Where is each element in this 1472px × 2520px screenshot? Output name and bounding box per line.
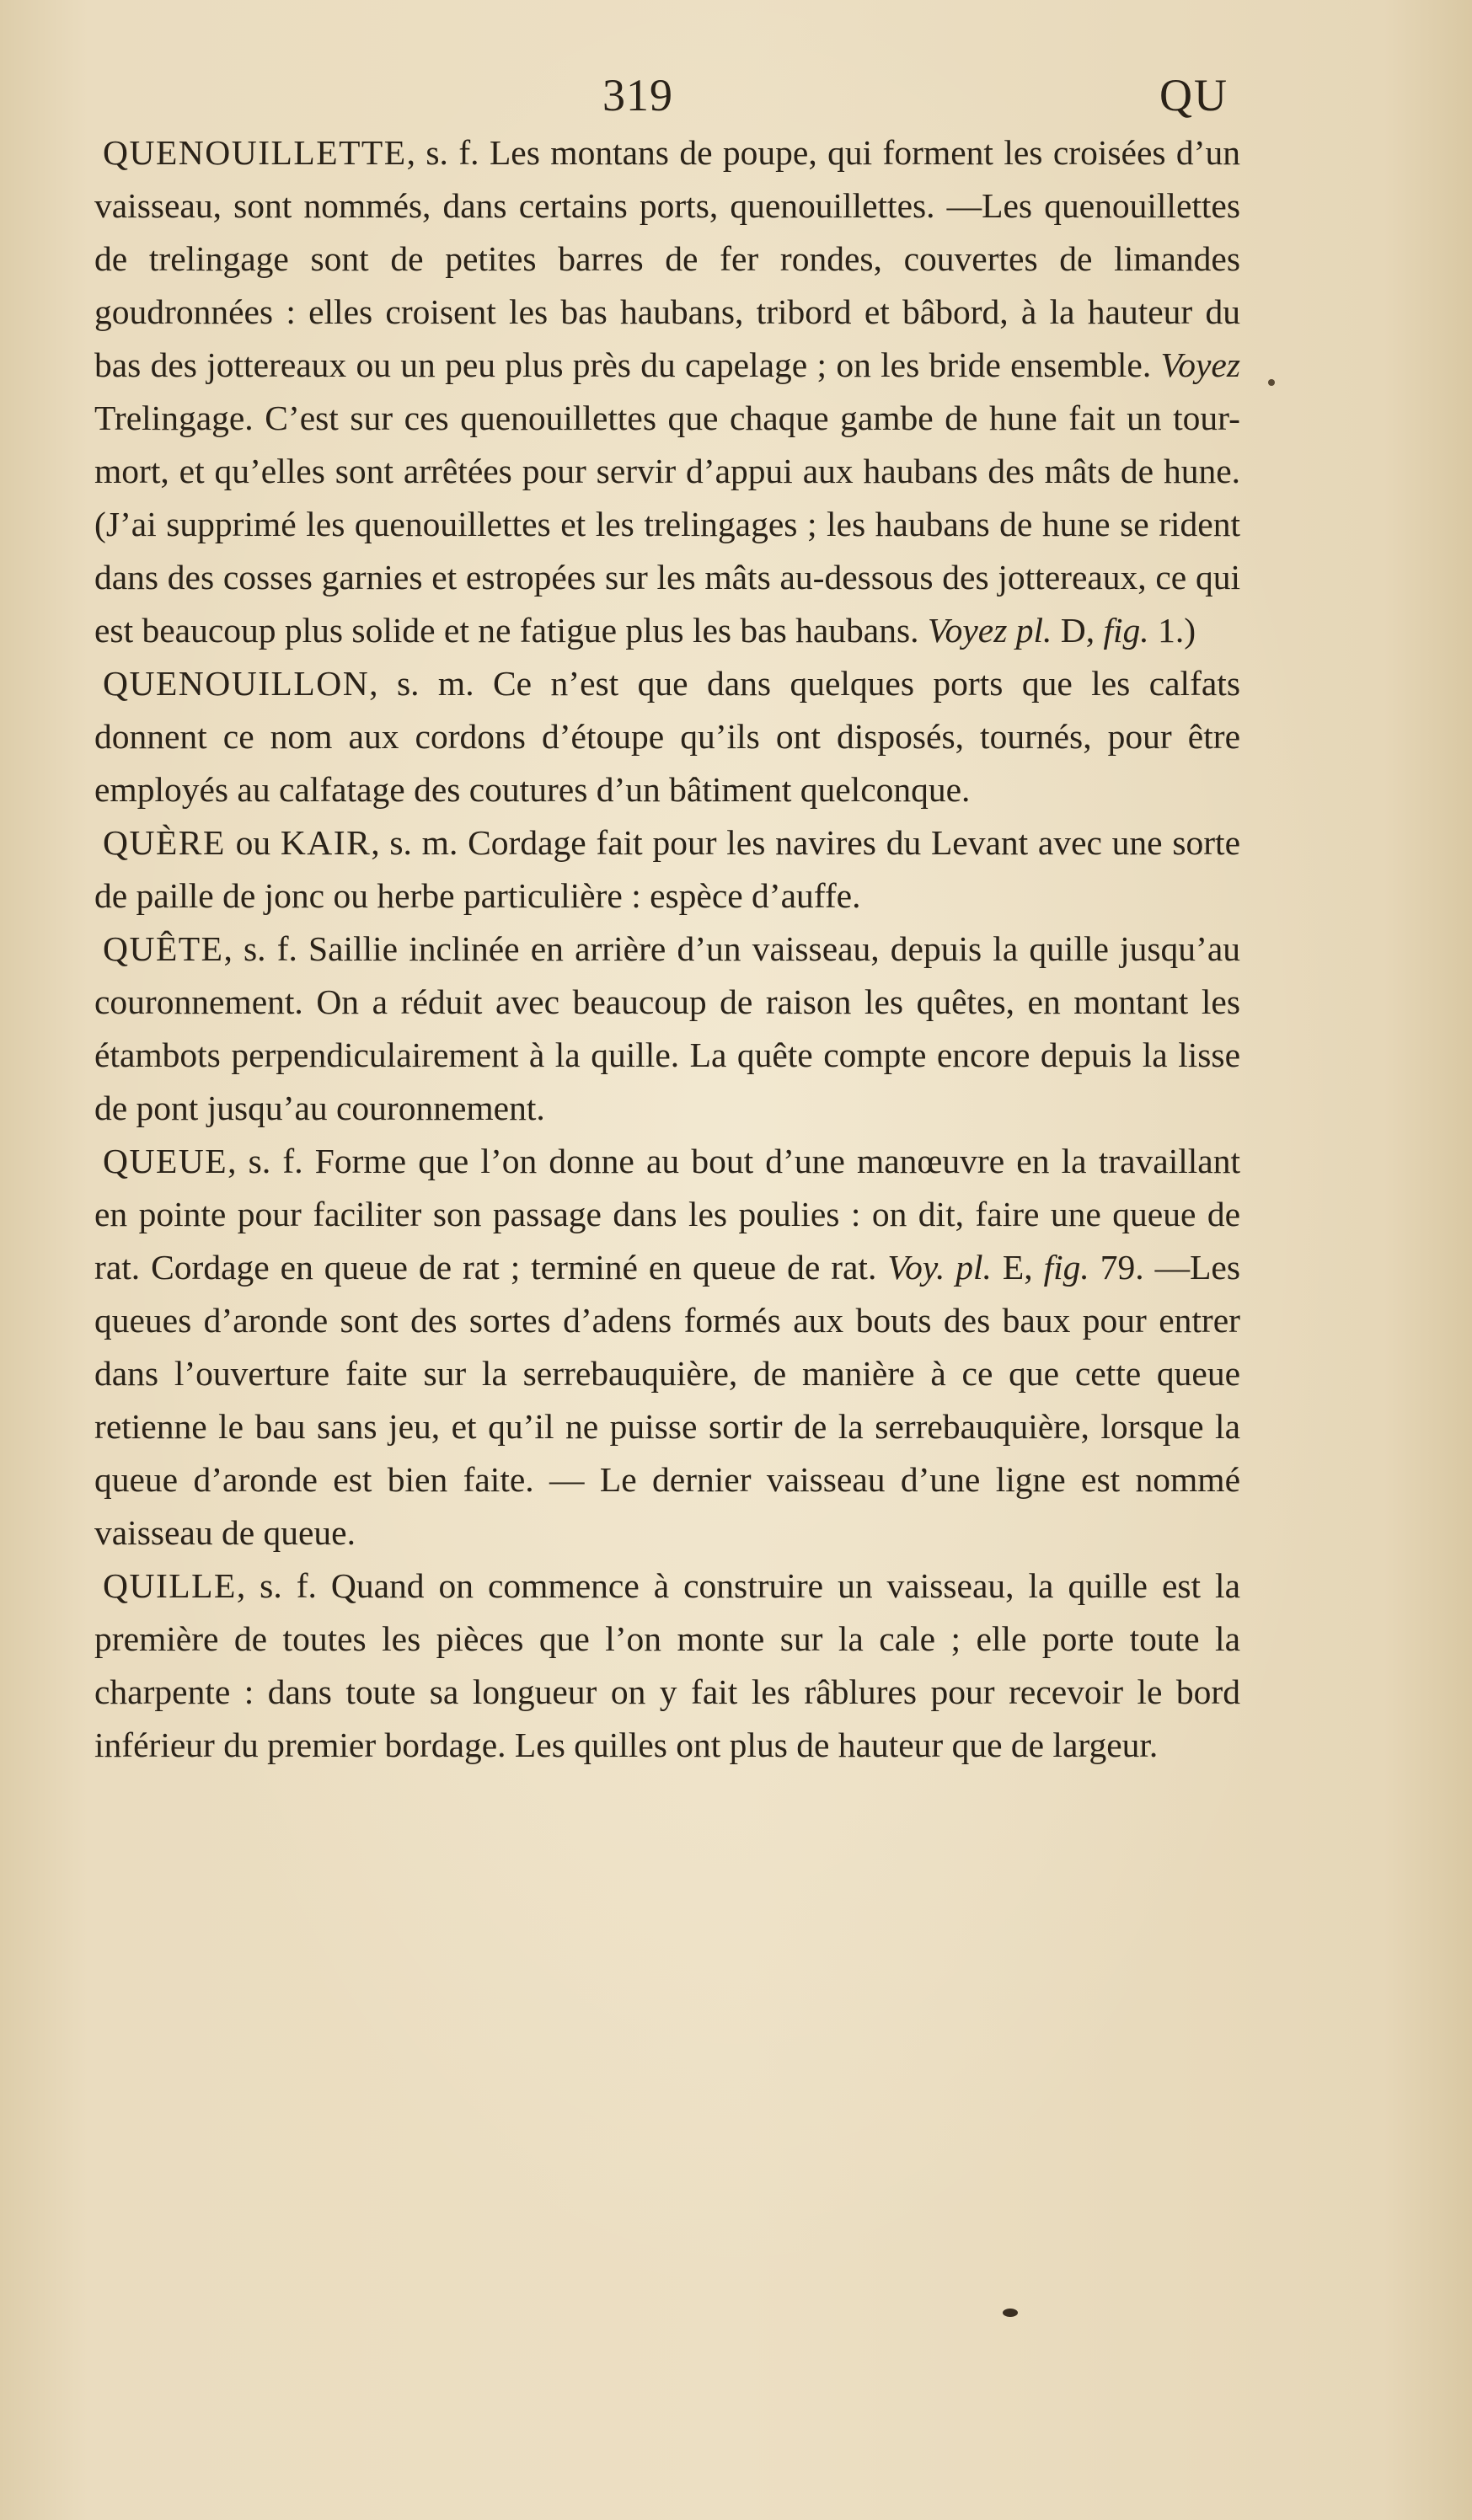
entry-reference-italic: Voyez bbox=[1160, 345, 1240, 384]
entry-text: , s. m. Cordage fait pour les navires du Levant avec une sorte de paille de jonc ou herbe particulière : espèce d’auffe. bbox=[94, 823, 1240, 915]
entry-headword: QUILLE bbox=[103, 1566, 237, 1605]
entry-variant-headword: KAIR bbox=[280, 823, 372, 862]
dictionary-entry bbox=[94, 1135, 1240, 1560]
entry-text: D, bbox=[1052, 611, 1104, 650]
entry-headword: QUEUE bbox=[103, 1142, 228, 1180]
entry-headword: QUÈRE bbox=[103, 823, 226, 862]
entry-text: E, bbox=[991, 1248, 1044, 1287]
page-number: 319 bbox=[602, 70, 673, 120]
entry-text: , s. m. Ce n’est que dans quelques ports que les calfats donnent ce nom aux cordons d’étoupe qu’ils ont disposés, tournés, pour être employés au calfatage des coutures d’un bâtiment quelconque. bbox=[94, 664, 1240, 809]
dictionary-entry bbox=[94, 657, 1240, 816]
entry-text: , s. f. Forme que l’on donne au bout d’une manœuvre en la travaillant en pointe pour faciliter son passage dans les poulies : on dit, faire une queue de rat. Cordage en queue de rat ; terminé en queue de rat. bbox=[94, 1142, 1240, 1287]
entry-headword: QUENOUILLON bbox=[103, 664, 370, 703]
ink-speck bbox=[1268, 379, 1275, 386]
entry-reference-italic: Voy. pl. bbox=[887, 1248, 992, 1287]
ink-mark bbox=[1003, 2309, 1018, 2317]
entry-headword: QUENOUILLETTE bbox=[103, 133, 407, 172]
entry-reference-italic: fig. bbox=[1043, 1248, 1089, 1287]
entry-text: 79. —Les queues d’aronde sont des sortes d’adens formés aux bouts des baux pour entrer dans l’ouverture faite sur la serrebauquière, de manière à ce que cette queue retienne le bau sans jeu, et qu’il ne puisse sortir de la serrebauquière, lorsque la queue d’aronde est bien faite. — Le dernier vaisseau d’une ligne est nommé vaisseau de queue. bbox=[94, 1248, 1240, 1552]
entry-reference-italic: Voyez pl. bbox=[927, 611, 1052, 650]
entry-text: 1.) bbox=[1148, 611, 1196, 650]
entry-reference-italic: fig. bbox=[1103, 611, 1149, 650]
dictionary-text bbox=[94, 126, 1240, 1772]
entry-text: Trelingage. C’est sur ces quenouillettes que chaque gambe de hune fait un tour-mort, et qu’elles sont arrêtées pour servir d’appui aux haubans des mâts de hune. (J’ai supprimé les quenouillettes et les trelingages ; les haubans de hune se rident dans des cosses garnies et estropées sur les mâts au-dessous des jottereaux, ce qui est beaucoup plus solide et ne fatigue plus les bas haubans. bbox=[94, 399, 1240, 650]
dictionary-entry bbox=[94, 1560, 1240, 1772]
entry-text: , s. f. Quand on commence à construire un vaisseau, la quille est la première de toutes les pièces que l’on monte sur la cale ; elle porte toute la charpente : dans toute sa longueur on y fait les râblures pour recevoir le bord inférieur du premier bordage. Les quilles ont plus de hauteur que de largeur. bbox=[94, 1566, 1240, 1764]
entry-text: , s. f. Les montans de poupe, qui forment les croisées d’un vaisseau, sont nommés, dans certains ports, quenouillettes. —Les quenouillettes de trelingage sont de petites barres de fer rondes, couvertes de limandes goudronnées : elles croisent les bas haubans, tribord et bâbord, à la hauteur du bas des jottereaux ou un peu plus près du capelage ; on les bride ensemble. bbox=[94, 133, 1240, 384]
dictionary-entry bbox=[94, 816, 1240, 923]
entry-headword: QUÊTE bbox=[103, 929, 224, 968]
entry-text: ou bbox=[225, 823, 281, 862]
running-head: QU bbox=[1159, 70, 1228, 120]
dictionary-entry bbox=[94, 923, 1240, 1135]
dictionary-entry bbox=[94, 126, 1240, 657]
entry-text: , s. f. Saillie inclinée en arrière d’un vaisseau, depuis la quille jusqu’au couronnement. On a réduit avec beaucoup de raison les quêtes, en montant les étambots perpendiculairement à la quille. La quête compte encore depuis la lisse de pont jusqu’au couronnement. bbox=[94, 929, 1240, 1127]
